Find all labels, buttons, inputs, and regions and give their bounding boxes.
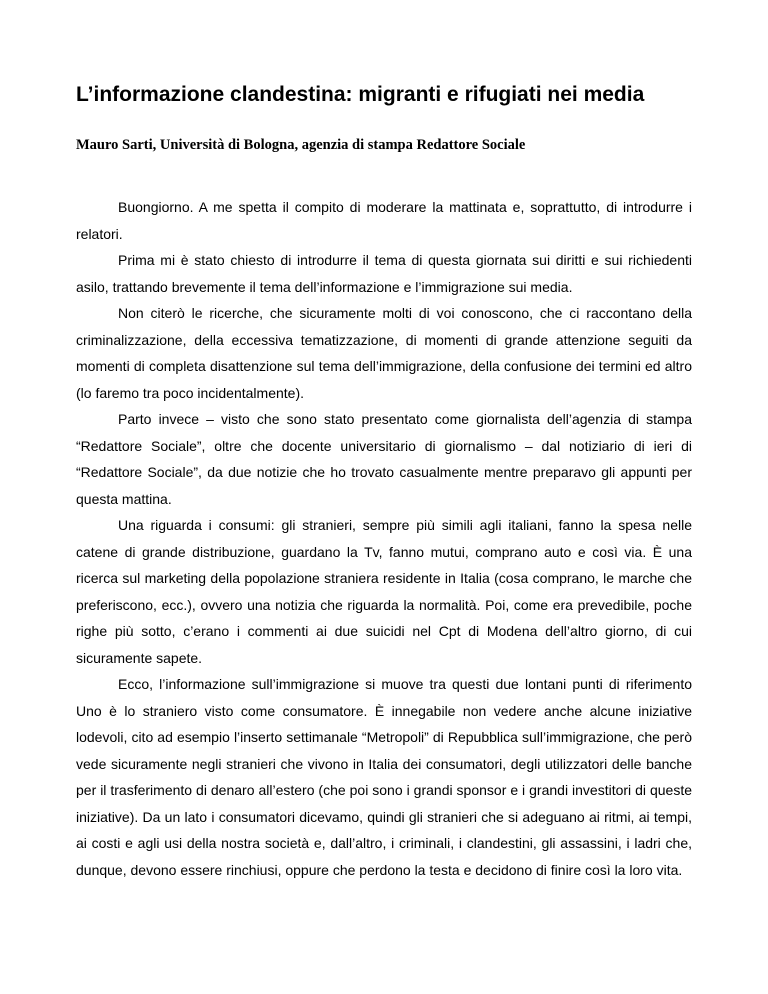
- body-paragraph: Buongiorno. A me spetta il compito di moderare la mattinata e, soprattutto, di introdurre i relatori.: [76, 199, 692, 242]
- document-body: [76, 194, 692, 883]
- body-paragraph: Parto invece – visto che sono stato presentato come giornalista dell’agenzia di stampa “Redattore Sociale”, oltre che docente universitario di giornalismo – dal notiziario di ieri di “Redattore Sociale”, da due notizie che ho trovato casualmente mentre preparavo gli appunti per questa mattina.: [76, 411, 692, 507]
- author-line: Mauro Sarti, Università di Bologna, agenzia di stampa Redattore Sociale: [76, 137, 526, 153]
- body-paragraph: Prima mi è stato chiesto di introdurre il tema di questa giornata sui diritti e sui richiedenti asilo, trattando brevemente il tema dell’informazione e l’immigrazione sui media.: [76, 252, 692, 295]
- body-paragraph: Ecco, l’informazione sull’immigrazione si muove tra questi due lontani punti di riferimento Uno è lo straniero visto come consumatore. È innegabile non vedere anche alcune iniziative lodevoli, cito ad esempio l’inserto settimanale “Metropoli” di Repubblica sull’immigrazione, che però vede sicuramente negli stranieri che vivono in Italia dei consumatori, degli utilizzatori delle banche per il trasferimento di denaro all’estero (che poi sono i grandi sponsor e i grandi investitori di queste iniziative). Da un lato i consumatori dicevamo, quindi gli stranieri che si adeguano ai ritmi, ai tempi, ai costi e agli usi della nostra società e, dall’altro, i criminali, i clandestini, gli assassini, i ladri che, dunque, devono essere rinchiusi, oppure che perdono la testa e decidono di finire così la loro vita.: [76, 676, 692, 878]
- body-paragraph: Non citerò le ricerche, che sicuramente molti di voi conoscono, che ci raccontano della criminalizzazione, della eccessiva tematizzazione, di momenti di grande attenzione seguiti da momenti di completa disattenzione sul tema dell’immigrazione, della confusione dei termini ed altro (lo faremo tra poco incidentalmente).: [76, 305, 692, 401]
- document-title: L’informazione clandestina: migranti e rifugiati nei media: [76, 83, 645, 106]
- body-paragraph: Una riguarda i consumi: gli stranieri, sempre più simili agli italiani, fanno la spesa nelle catene di grande distribuzione, guardano la Tv, fanno mutui, comprano auto e così via. È una ricerca sul marketing della popolazione straniera residente in Italia (cosa comprano, le marche che preferiscono, ecc.), ovvero una notizia che riguarda la normalità. Poi, come era prevedibile, poche righe più sotto, c’erano i commenti ai due suicidi nel Cpt di Modena dell’altro giorno, di cui sicuramente sapete.: [76, 517, 692, 666]
